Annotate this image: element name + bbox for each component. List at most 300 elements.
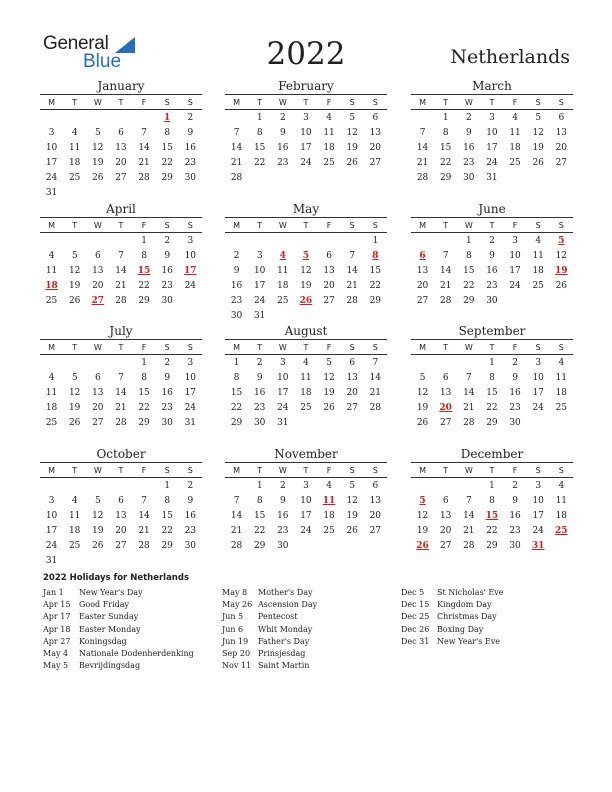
day: 2 bbox=[233, 250, 240, 261]
day: 9 bbox=[279, 495, 286, 506]
day: 3 bbox=[512, 235, 518, 246]
day: 9 bbox=[512, 372, 518, 383]
weekday-label: W bbox=[278, 97, 287, 107]
day: 5 bbox=[71, 250, 78, 261]
day: 12 bbox=[300, 265, 312, 276]
weekday-label: F bbox=[512, 465, 518, 475]
day: 14 bbox=[463, 510, 475, 521]
day: 21 bbox=[138, 525, 150, 536]
week-row bbox=[411, 248, 573, 263]
day: 22 bbox=[253, 157, 266, 168]
day: 19 bbox=[92, 157, 104, 168]
day: 8 bbox=[256, 495, 263, 506]
day: 28 bbox=[230, 540, 243, 551]
weekday-label: W bbox=[93, 220, 102, 230]
week-row bbox=[411, 538, 573, 553]
weekday-label: S bbox=[535, 342, 541, 352]
day: 23 bbox=[253, 402, 266, 413]
day: 9 bbox=[164, 250, 171, 261]
day: 25 bbox=[509, 157, 521, 168]
holiday-day: 5 bbox=[558, 235, 565, 246]
day: 9 bbox=[279, 127, 286, 138]
weekday-label: T bbox=[489, 97, 495, 107]
weekday-label: T bbox=[443, 97, 449, 107]
month-december bbox=[411, 447, 573, 553]
week-row bbox=[411, 263, 573, 278]
day: 5 bbox=[349, 480, 356, 491]
day: 18 bbox=[68, 157, 81, 168]
day: 17 bbox=[277, 387, 289, 398]
day: 22 bbox=[230, 402, 243, 413]
day: 27 bbox=[369, 525, 382, 536]
day: 19 bbox=[68, 280, 81, 291]
day: 16 bbox=[463, 142, 475, 153]
day: 1 bbox=[233, 357, 240, 368]
weekday-label: S bbox=[558, 220, 564, 230]
day: 27 bbox=[115, 540, 127, 551]
weekday-label: T bbox=[443, 220, 449, 230]
holiday-date: Nov 11 bbox=[222, 661, 252, 671]
week-row bbox=[411, 125, 573, 140]
day: 14 bbox=[138, 142, 150, 153]
day: 1 bbox=[442, 112, 449, 123]
day: 12 bbox=[68, 265, 81, 276]
holiday-date: May 5 bbox=[43, 661, 69, 671]
weekday-label: F bbox=[141, 220, 147, 230]
day: 12 bbox=[555, 250, 568, 261]
day: 22 bbox=[138, 280, 150, 291]
weekday-label: F bbox=[512, 342, 518, 352]
day: 2 bbox=[187, 480, 194, 491]
day: 20 bbox=[439, 525, 452, 536]
month-november bbox=[225, 447, 387, 553]
day: 30 bbox=[277, 540, 289, 551]
day: 31 bbox=[45, 187, 58, 198]
day: 13 bbox=[92, 387, 104, 398]
week-row bbox=[411, 278, 573, 293]
holiday-date: Apr 17 bbox=[43, 612, 71, 622]
day: 4 bbox=[48, 250, 55, 261]
day: 5 bbox=[71, 372, 78, 383]
day: 24 bbox=[300, 157, 312, 168]
day: 9 bbox=[256, 372, 263, 383]
holiday-date: Dec 5 bbox=[401, 588, 425, 597]
day: 1 bbox=[372, 235, 379, 246]
holiday-item bbox=[401, 611, 504, 623]
day: 18 bbox=[277, 280, 289, 291]
day: 11 bbox=[300, 372, 312, 383]
day: 19 bbox=[532, 142, 544, 153]
day: 26 bbox=[532, 157, 544, 168]
day: 3 bbox=[535, 357, 542, 368]
day: 19 bbox=[68, 402, 81, 413]
weekday-label: F bbox=[326, 220, 332, 230]
day: 29 bbox=[161, 540, 173, 551]
day: 24 bbox=[532, 525, 544, 536]
day: 16 bbox=[253, 387, 266, 398]
day: 20 bbox=[115, 157, 127, 168]
day: 6 bbox=[118, 127, 124, 138]
week-row bbox=[411, 415, 573, 430]
week-row bbox=[411, 110, 573, 125]
day: 28 bbox=[463, 417, 475, 428]
day: 6 bbox=[372, 480, 379, 491]
day: 29 bbox=[138, 295, 150, 306]
week-row bbox=[411, 508, 573, 523]
week-row bbox=[40, 385, 202, 400]
week-row bbox=[40, 400, 202, 415]
day: 20 bbox=[346, 387, 358, 398]
holiday-name: Mother's Day bbox=[258, 588, 313, 597]
holiday-item bbox=[401, 636, 504, 648]
day: 24 bbox=[509, 280, 521, 291]
day: 6 bbox=[349, 357, 356, 368]
day: 6 bbox=[442, 372, 449, 383]
day: 13 bbox=[555, 127, 568, 138]
day: 30 bbox=[509, 417, 521, 428]
holiday-name: Boxing Day bbox=[437, 624, 484, 634]
week-row bbox=[40, 248, 202, 263]
weekday-label: W bbox=[278, 220, 287, 230]
holiday-name: Whit Monday bbox=[258, 624, 313, 634]
day: 31 bbox=[277, 417, 289, 428]
holiday-day: 27 bbox=[91, 295, 105, 306]
day: 8 bbox=[233, 372, 240, 383]
month-title: March bbox=[472, 79, 512, 93]
day: 8 bbox=[141, 372, 147, 383]
weekday-label: F bbox=[326, 97, 332, 107]
day: 25 bbox=[323, 525, 335, 536]
day: 22 bbox=[486, 402, 498, 413]
day: 2 bbox=[279, 480, 286, 491]
weekday-header bbox=[225, 462, 387, 478]
day: 23 bbox=[277, 525, 289, 536]
day: 23 bbox=[161, 280, 173, 291]
day: 16 bbox=[161, 387, 173, 398]
day: 10 bbox=[532, 372, 544, 383]
weekday-label: T bbox=[443, 465, 449, 475]
week-row bbox=[40, 370, 202, 385]
day: 12 bbox=[92, 510, 104, 521]
week-row bbox=[225, 278, 387, 293]
day: 13 bbox=[92, 265, 104, 276]
day: 14 bbox=[230, 510, 243, 521]
weekday-header bbox=[411, 217, 573, 233]
holiday-day: 5 bbox=[302, 250, 310, 261]
day: 15 bbox=[369, 265, 382, 276]
day: 1 bbox=[489, 357, 495, 368]
day: 10 bbox=[509, 250, 521, 261]
week-row bbox=[40, 523, 202, 538]
day: 5 bbox=[419, 372, 426, 383]
weekday-label: T bbox=[257, 220, 263, 230]
day: 25 bbox=[45, 295, 58, 306]
month-march bbox=[411, 79, 573, 185]
day: 12 bbox=[416, 387, 429, 398]
day: 5 bbox=[94, 495, 101, 506]
day: 20 bbox=[92, 280, 104, 291]
day: 24 bbox=[253, 295, 266, 306]
day: 10 bbox=[300, 127, 312, 138]
weekday-label: T bbox=[489, 342, 495, 352]
day: 18 bbox=[532, 265, 544, 276]
day: 8 bbox=[442, 127, 449, 138]
day: 25 bbox=[532, 280, 544, 291]
day: 26 bbox=[323, 402, 335, 413]
day: 10 bbox=[277, 372, 289, 383]
holiday-item bbox=[401, 624, 504, 636]
day: 17 bbox=[253, 280, 266, 291]
day: 6 bbox=[94, 250, 101, 261]
day: 3 bbox=[535, 480, 542, 491]
holiday-date: Apr 18 bbox=[43, 624, 71, 634]
day: 22 bbox=[463, 280, 475, 291]
day: 24 bbox=[184, 280, 197, 291]
day: 7 bbox=[465, 372, 472, 383]
day: 14 bbox=[416, 142, 429, 153]
logo-blue-text: Blue bbox=[83, 51, 122, 72]
day: 11 bbox=[277, 265, 289, 276]
week-row bbox=[40, 278, 202, 293]
day: 12 bbox=[346, 495, 358, 506]
day: 7 bbox=[233, 127, 240, 138]
weekday-label: W bbox=[93, 465, 102, 475]
weekday-label: S bbox=[349, 220, 355, 230]
day: 13 bbox=[369, 127, 382, 138]
holiday-column bbox=[222, 587, 317, 672]
day: 10 bbox=[45, 510, 58, 521]
week-row bbox=[40, 155, 202, 170]
day: 19 bbox=[92, 525, 104, 536]
week-row bbox=[40, 415, 202, 430]
day: 17 bbox=[45, 525, 58, 536]
holiday-item bbox=[222, 660, 317, 672]
day: 31 bbox=[45, 555, 58, 566]
day: 29 bbox=[439, 172, 452, 183]
day: 2 bbox=[256, 357, 263, 368]
day: 8 bbox=[141, 250, 147, 261]
holiday-day: 15 bbox=[137, 265, 151, 276]
day: 15 bbox=[253, 510, 266, 521]
weekday-label: S bbox=[535, 220, 541, 230]
day: 2 bbox=[187, 112, 194, 123]
day: 10 bbox=[300, 495, 312, 506]
day: 30 bbox=[509, 540, 521, 551]
weekday-label: W bbox=[93, 342, 102, 352]
day: 11 bbox=[555, 495, 568, 506]
month-title: November bbox=[274, 447, 338, 461]
weekday-label: S bbox=[558, 342, 564, 352]
day: 29 bbox=[486, 417, 498, 428]
day: 28 bbox=[138, 540, 150, 551]
day: 22 bbox=[161, 157, 173, 168]
week-row bbox=[225, 400, 387, 415]
day: 24 bbox=[277, 402, 289, 413]
week-row bbox=[225, 110, 387, 125]
logo-triangle-icon bbox=[115, 37, 135, 53]
weekday-header bbox=[411, 339, 573, 355]
weekday-header bbox=[40, 94, 202, 110]
weekday-label: S bbox=[372, 465, 378, 475]
week-row bbox=[411, 478, 573, 493]
day: 19 bbox=[323, 387, 335, 398]
day: 24 bbox=[486, 157, 498, 168]
day: 19 bbox=[416, 402, 429, 413]
holiday-item bbox=[222, 599, 317, 611]
holiday-name: St Nicholas' Eve bbox=[437, 588, 504, 597]
day: 15 bbox=[439, 142, 452, 153]
day: 14 bbox=[115, 387, 127, 398]
day: 26 bbox=[68, 417, 81, 428]
day: 26 bbox=[92, 172, 104, 183]
day: 12 bbox=[92, 142, 104, 153]
day: 28 bbox=[346, 295, 358, 306]
weekday-label: W bbox=[278, 342, 287, 352]
day: 9 bbox=[489, 250, 495, 261]
holiday-day: 31 bbox=[531, 540, 545, 551]
weekday-label: W bbox=[93, 97, 102, 107]
day: 30 bbox=[161, 417, 173, 428]
holiday-date: Jun 6 bbox=[222, 624, 244, 634]
weekday-label: T bbox=[303, 342, 309, 352]
day: 23 bbox=[230, 295, 243, 306]
weekday-label: T bbox=[72, 465, 78, 475]
day: 13 bbox=[439, 387, 452, 398]
day: 16 bbox=[509, 510, 521, 521]
weekday-label: S bbox=[372, 342, 378, 352]
day: 3 bbox=[187, 357, 194, 368]
week-row bbox=[411, 155, 573, 170]
weekday-label: S bbox=[372, 220, 378, 230]
day: 11 bbox=[509, 127, 521, 138]
day: 17 bbox=[45, 157, 58, 168]
holiday-column bbox=[43, 587, 194, 672]
day: 5 bbox=[535, 112, 542, 123]
day: 10 bbox=[486, 127, 498, 138]
day: 9 bbox=[187, 495, 194, 506]
holiday-name: Pentecost bbox=[258, 612, 298, 622]
week-row bbox=[225, 538, 387, 553]
month-title: August bbox=[284, 324, 328, 338]
holiday-item bbox=[43, 624, 194, 636]
week-row bbox=[40, 493, 202, 508]
week-row bbox=[225, 155, 387, 170]
holiday-day: 20 bbox=[439, 402, 452, 413]
day: 17 bbox=[300, 142, 312, 153]
week-row bbox=[411, 370, 573, 385]
day: 7 bbox=[141, 127, 147, 138]
holiday-name: Easter Monday bbox=[79, 624, 141, 634]
day: 5 bbox=[349, 112, 356, 123]
day: 20 bbox=[416, 280, 429, 291]
holiday-item bbox=[43, 660, 194, 672]
day: 27 bbox=[369, 157, 382, 168]
day: 2 bbox=[489, 235, 495, 246]
week-row bbox=[225, 125, 387, 140]
weekday-label: T bbox=[72, 220, 78, 230]
week-row bbox=[411, 523, 573, 538]
day: 12 bbox=[416, 510, 429, 521]
day: 14 bbox=[463, 387, 475, 398]
week-row bbox=[40, 185, 202, 200]
day: 2 bbox=[512, 480, 518, 491]
day: 16 bbox=[486, 265, 498, 276]
day: 19 bbox=[346, 142, 358, 153]
weekday-label: F bbox=[326, 342, 332, 352]
logo-general-text: General bbox=[43, 33, 109, 54]
day: 13 bbox=[115, 510, 127, 521]
holiday-date: Jun 19 bbox=[222, 636, 249, 646]
day: 23 bbox=[277, 157, 289, 168]
month-title: May bbox=[292, 202, 320, 216]
month-title: April bbox=[106, 202, 136, 216]
day: 13 bbox=[369, 495, 382, 506]
day: 28 bbox=[138, 172, 150, 183]
holiday-item bbox=[222, 587, 317, 599]
holiday-column bbox=[401, 587, 504, 648]
holiday-name: Kingdom Day bbox=[437, 600, 492, 610]
weekday-label: F bbox=[141, 97, 147, 107]
day: 4 bbox=[71, 495, 78, 506]
holiday-day: 17 bbox=[184, 265, 197, 276]
weekday-label: T bbox=[489, 465, 495, 475]
day: 14 bbox=[369, 372, 382, 383]
holiday-item bbox=[222, 648, 317, 660]
day: 21 bbox=[369, 387, 382, 398]
weekday-label: S bbox=[372, 97, 378, 107]
day: 10 bbox=[184, 372, 197, 383]
day: 8 bbox=[489, 372, 495, 383]
holiday-date: Jan 1 bbox=[43, 588, 64, 597]
day: 3 bbox=[303, 112, 309, 123]
day: 27 bbox=[439, 417, 452, 428]
day: 23 bbox=[486, 280, 498, 291]
holidays-title: 2022 Holidays for Netherlands bbox=[43, 573, 189, 583]
month-february bbox=[225, 79, 387, 185]
day: 29 bbox=[253, 540, 266, 551]
day: 26 bbox=[416, 417, 429, 428]
day: 31 bbox=[486, 172, 498, 183]
day: 5 bbox=[326, 357, 332, 368]
week-row bbox=[40, 293, 202, 308]
day: 26 bbox=[346, 525, 358, 536]
weekday-label: F bbox=[326, 465, 332, 475]
day: 26 bbox=[92, 540, 104, 551]
day: 10 bbox=[532, 495, 544, 506]
day: 3 bbox=[48, 127, 55, 138]
day: 15 bbox=[486, 387, 498, 398]
day: 2 bbox=[512, 357, 518, 368]
day: 12 bbox=[532, 127, 544, 138]
day: 29 bbox=[138, 417, 150, 428]
weekday-label: S bbox=[187, 97, 193, 107]
day: 9 bbox=[512, 495, 518, 506]
weekday-label: M bbox=[419, 342, 427, 352]
week-row bbox=[225, 415, 387, 430]
day: 25 bbox=[45, 417, 58, 428]
weekday-label: M bbox=[48, 220, 56, 230]
day: 1 bbox=[141, 235, 147, 246]
day: 22 bbox=[439, 157, 452, 168]
day: 13 bbox=[346, 372, 358, 383]
week-row bbox=[411, 385, 573, 400]
day: 5 bbox=[94, 127, 101, 138]
day: 21 bbox=[439, 280, 452, 291]
day: 21 bbox=[115, 402, 127, 413]
week-row bbox=[225, 493, 387, 508]
day: 1 bbox=[489, 480, 495, 491]
weekday-label: T bbox=[303, 465, 309, 475]
